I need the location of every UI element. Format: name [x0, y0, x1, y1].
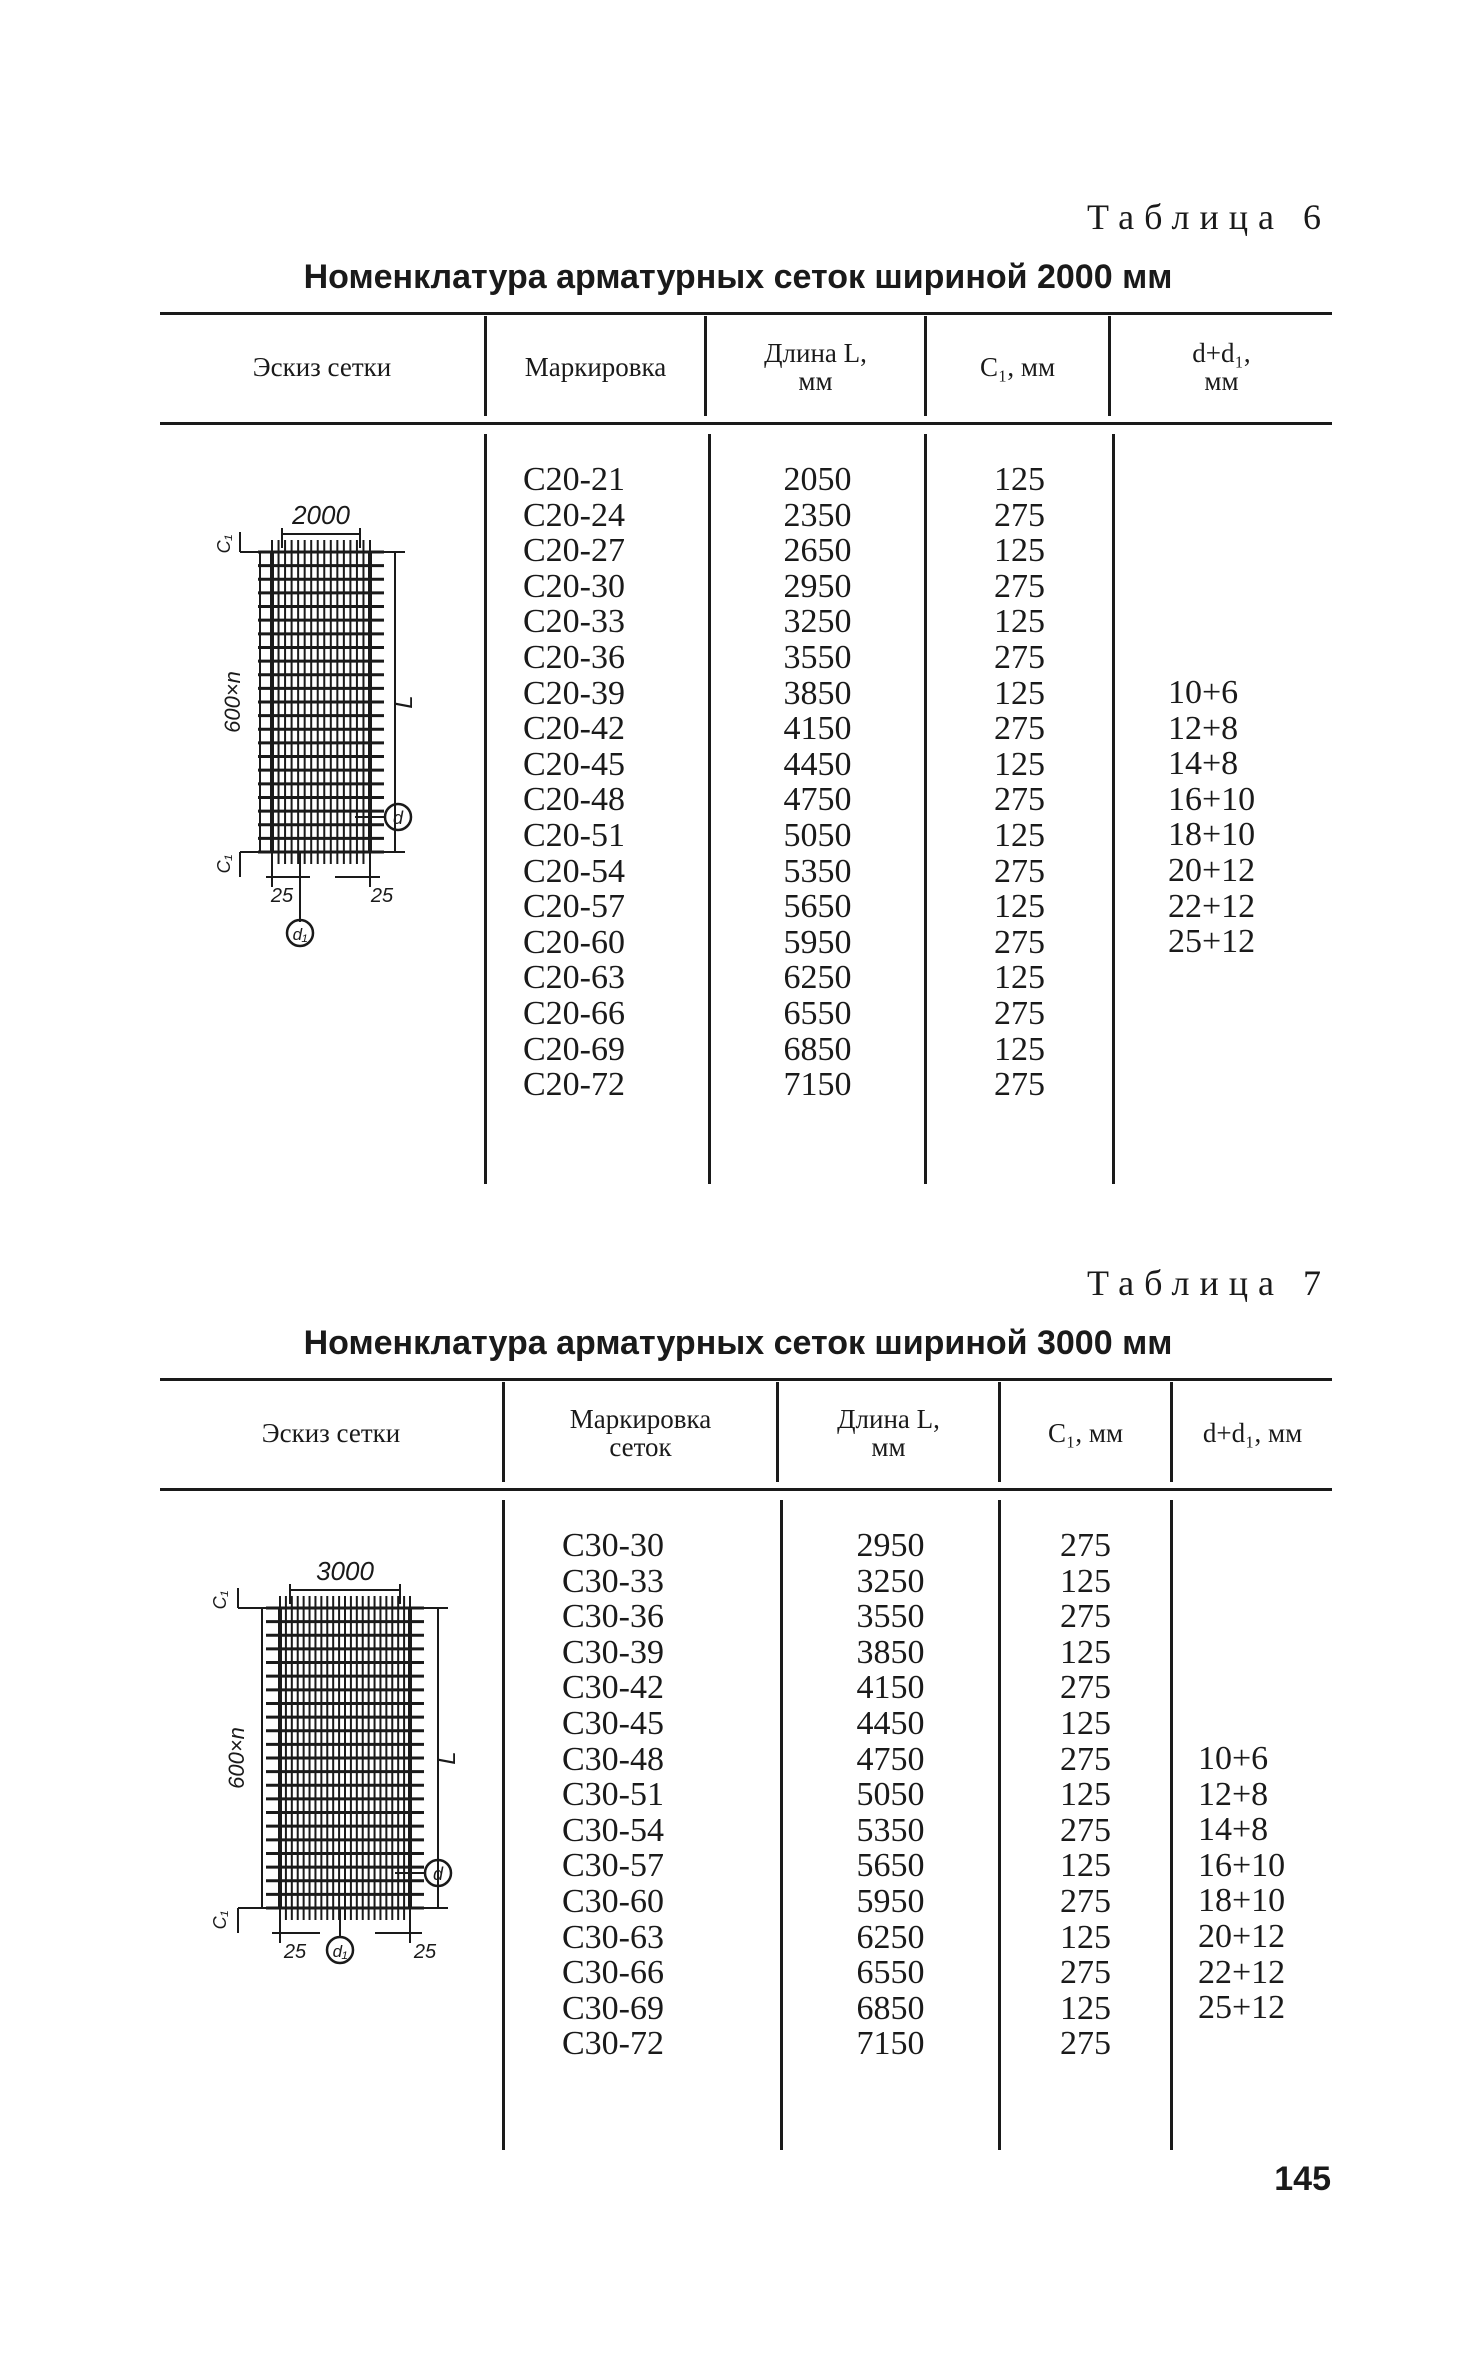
table-6-title: Номенклатура арматурных сеток шириной 2000 мм	[303, 258, 1173, 296]
table-cell: С20-60	[523, 923, 625, 961]
table-cell: 4150	[783, 710, 852, 748]
table-cell: 275	[1060, 1882, 1111, 1920]
mesh-grid	[266, 1596, 424, 1920]
table-cell: С30-69	[562, 1989, 664, 2027]
sketch-c1-top-label: C₁	[214, 534, 234, 554]
table-cell: 5050	[856, 1776, 925, 1814]
table-cell: 125	[1060, 1847, 1111, 1885]
sketch-d1-label: d₁	[332, 1942, 348, 1961]
divider	[484, 434, 487, 1184]
header-marking-line1: Маркировка	[569, 1404, 712, 1434]
table-cell: 3550	[783, 638, 852, 676]
table-cell: 6850	[783, 1030, 852, 1068]
table-cell: С20-69	[523, 1030, 625, 1068]
table-cell: 275	[994, 567, 1045, 605]
sketch-c1-top-label: C₁	[210, 1590, 230, 1610]
table-cell: С30-45	[562, 1704, 664, 1742]
table-6-label: Таблица 6	[1087, 197, 1331, 237]
table-cell: 2650	[783, 532, 852, 570]
sketch-left-edge-label: 25	[283, 1941, 307, 1963]
table-cell: 275	[1060, 1669, 1111, 1707]
divider	[1112, 434, 1115, 1184]
table-cell: С30-39	[562, 1633, 664, 1671]
table-cell: 125	[994, 959, 1045, 997]
table-cell: 125	[994, 461, 1045, 498]
table-cell: 275	[1060, 1527, 1111, 1564]
table-7-label: Таблица 7	[1087, 1263, 1331, 1303]
header-marking	[505, 1378, 776, 1488]
table-cell: С20-72	[523, 1066, 625, 1104]
header-marking: Маркировка	[524, 352, 667, 382]
table-cell: 14+8	[1168, 745, 1239, 783]
marking-column	[523, 462, 625, 1103]
sketch-right-edge-label: 25	[370, 885, 394, 907]
header-length	[779, 1378, 998, 1488]
table-cell: С20-66	[523, 994, 625, 1032]
table-cell: 6550	[783, 994, 852, 1032]
table-cell: 2950	[783, 567, 852, 605]
table-cell: 6250	[856, 1918, 925, 1956]
table-cell: С20-48	[523, 781, 625, 819]
table-cell: С30-42	[562, 1669, 664, 1707]
sketch-width-label: 2000	[292, 500, 350, 530]
table-cell: 275	[1060, 2025, 1111, 2063]
table-cell: 4450	[783, 745, 852, 783]
table-cell: 275	[994, 496, 1045, 534]
table-cell: 5350	[856, 1811, 925, 1849]
table-cell: 4750	[856, 1740, 925, 1778]
header-diameter: d+d₁, мм	[1202, 1418, 1303, 1448]
table-cell: С30-72	[562, 2025, 664, 2063]
table-cell: 125	[1060, 1776, 1111, 1814]
sketch-d-label: d	[392, 808, 404, 828]
table-cell: 5650	[856, 1847, 925, 1885]
header-length-line2: мм	[871, 1432, 906, 1462]
table-cell: 6850	[856, 1989, 925, 2027]
table-cell: 7150	[856, 2025, 925, 2063]
table-cell: 3850	[856, 1633, 925, 1671]
table-cell: 5050	[783, 816, 852, 854]
table-cell: 275	[1060, 1811, 1111, 1849]
table-cell: 4150	[856, 1669, 925, 1707]
table-cell: 3250	[783, 603, 852, 641]
table-cell: С30-54	[562, 1811, 664, 1849]
table-cell: 2950	[856, 1527, 925, 1564]
table-cell: 14+8	[1198, 1811, 1269, 1849]
table-cell: 25+12	[1168, 923, 1256, 961]
table-cell: 2050	[783, 461, 852, 498]
table-cell: 6550	[856, 1954, 925, 1992]
header-length	[707, 312, 924, 422]
header-sketch: Эскиз сетки	[252, 352, 392, 382]
table-cell: 275	[994, 923, 1045, 961]
table-cell: 125	[994, 1030, 1045, 1068]
header-sketch: Эскиз сетки	[261, 1418, 401, 1448]
table-cell: 275	[1060, 1954, 1111, 1992]
page-number: 145	[1274, 2160, 1331, 2198]
table-cell: 275	[1060, 1598, 1111, 1636]
table-6	[160, 312, 1332, 1192]
table-cell: С30-66	[562, 1954, 664, 1992]
table-cell: 2350	[783, 496, 852, 534]
header-c1: C₁, мм	[979, 352, 1056, 382]
table-cell: 5350	[783, 852, 852, 890]
sketch-left-edge-label: 25	[270, 885, 294, 907]
table-cell: 5950	[856, 1882, 925, 1920]
table-cell: С20-54	[523, 852, 625, 890]
length-column	[783, 1528, 998, 2062]
sketch-pitch-label: 600×n	[224, 1727, 249, 1789]
table-cell: С30-48	[562, 1740, 664, 1778]
table-cell: 3250	[856, 1562, 925, 1600]
table-cell: С30-60	[562, 1882, 664, 1920]
mesh-sketch-2000	[200, 492, 470, 972]
table-cell: 275	[994, 994, 1045, 1032]
table-7-title: Номенклатура арматурных сеток шириной 3000 мм	[303, 1324, 1173, 1362]
header-length-line1: Длина L,	[837, 1404, 940, 1434]
table-cell: 125	[1060, 1704, 1111, 1742]
diameter-column	[1168, 675, 1255, 960]
table-cell: 25+12	[1198, 1989, 1286, 2027]
table-cell: 275	[994, 710, 1045, 748]
header-marking-line2: сеток	[609, 1432, 672, 1462]
mesh-sketch-3000	[190, 1548, 490, 2028]
table-cell: 275	[994, 852, 1045, 890]
sketch-c1-bottom-label: C₁	[210, 1910, 230, 1930]
length-column	[711, 462, 924, 1103]
table-cell: С30-51	[562, 1776, 664, 1814]
table-cell: 5650	[783, 888, 852, 926]
header-diameter	[1111, 312, 1332, 422]
table-cell: 125	[994, 816, 1045, 854]
table-cell: 7150	[783, 1066, 852, 1104]
table-cell: С20-24	[523, 496, 625, 534]
header-diameter-line2: мм	[1204, 366, 1239, 396]
mesh-grid	[258, 540, 384, 864]
table-cell: 125	[994, 674, 1045, 712]
sketch-pitch-label: 600×n	[220, 671, 245, 733]
table-cell: С30-30	[562, 1527, 664, 1564]
table-cell: 6250	[783, 959, 852, 997]
table-cell: С20-36	[523, 638, 625, 676]
table-cell: С20-45	[523, 745, 625, 783]
c1-column	[1001, 1528, 1170, 2062]
table-cell: С30-36	[562, 1598, 664, 1636]
table-cell: 275	[994, 638, 1045, 676]
table-cell: 275	[994, 1066, 1045, 1104]
table-cell: С20-33	[523, 603, 625, 641]
table-cell: 3550	[856, 1598, 925, 1636]
table-cell: С20-21	[523, 461, 625, 498]
sketch-right-edge-label: 25	[413, 1941, 437, 1963]
sketch-length-label: L	[391, 695, 418, 709]
table-cell: 10+6	[1198, 1740, 1269, 1777]
table-cell: 125	[1060, 1562, 1111, 1600]
table-cell: С20-42	[523, 710, 625, 748]
table-cell: 125	[1060, 1918, 1111, 1956]
table-cell: 125	[994, 745, 1045, 783]
table-7	[160, 1378, 1332, 2158]
table-cell: 275	[1060, 1740, 1111, 1778]
header-length-line2: мм	[798, 366, 833, 396]
table-cell: 125	[994, 532, 1045, 570]
table-cell: 5950	[783, 923, 852, 961]
table-cell: 18+10	[1198, 1882, 1286, 1920]
table-cell: 12+8	[1168, 709, 1239, 747]
sketch-d-label: d	[432, 1864, 444, 1884]
diameter-column	[1198, 1741, 1285, 2026]
table-cell: С20-30	[523, 567, 625, 605]
table-cell: 125	[994, 888, 1045, 926]
divider	[502, 1500, 505, 2150]
c1-column	[927, 462, 1112, 1103]
table-cell: 22+12	[1198, 1953, 1286, 1991]
divider	[1170, 1500, 1173, 2150]
table-cell: 125	[1060, 1633, 1111, 1671]
marking-column	[562, 1528, 664, 2062]
table-cell: 16+10	[1198, 1846, 1286, 1884]
table-cell: 18+10	[1168, 816, 1256, 854]
table-cell: С30-57	[562, 1847, 664, 1885]
table-cell: С20-51	[523, 816, 625, 854]
sketch-length-label: L	[434, 1751, 461, 1765]
table-cell: 125	[1060, 1989, 1111, 2027]
sketch-c1-bottom-label: C₁	[214, 854, 234, 874]
sketch-d1-label: d₁	[292, 925, 308, 944]
table-cell: 20+12	[1198, 1917, 1286, 1955]
table-cell: 4450	[856, 1704, 925, 1742]
table-cell: 4750	[783, 781, 852, 819]
sketch-width-label: 3000	[316, 1556, 374, 1586]
table-cell: С30-33	[562, 1562, 664, 1600]
table-cell: С30-63	[562, 1918, 664, 1956]
header-c1: C₁, мм	[1047, 1418, 1124, 1448]
table-cell: С20-63	[523, 959, 625, 997]
table-7-header-rule	[160, 1488, 1332, 1491]
table-cell: 3850	[783, 674, 852, 712]
table-cell: 10+6	[1168, 674, 1239, 711]
table-6-header-rule	[160, 422, 1332, 425]
header-diameter-line1: d+d₁,	[1192, 338, 1251, 368]
table-cell: 22+12	[1168, 887, 1256, 925]
table-cell: 16+10	[1168, 780, 1256, 818]
table-cell: С20-27	[523, 532, 625, 570]
table-cell: С20-57	[523, 888, 625, 926]
table-cell: 12+8	[1198, 1775, 1269, 1813]
table-cell: 125	[994, 603, 1045, 641]
table-cell: 275	[994, 781, 1045, 819]
table-cell: С20-39	[523, 674, 625, 712]
header-length-line1: Длина L,	[764, 338, 867, 368]
table-cell: 20+12	[1168, 851, 1256, 889]
